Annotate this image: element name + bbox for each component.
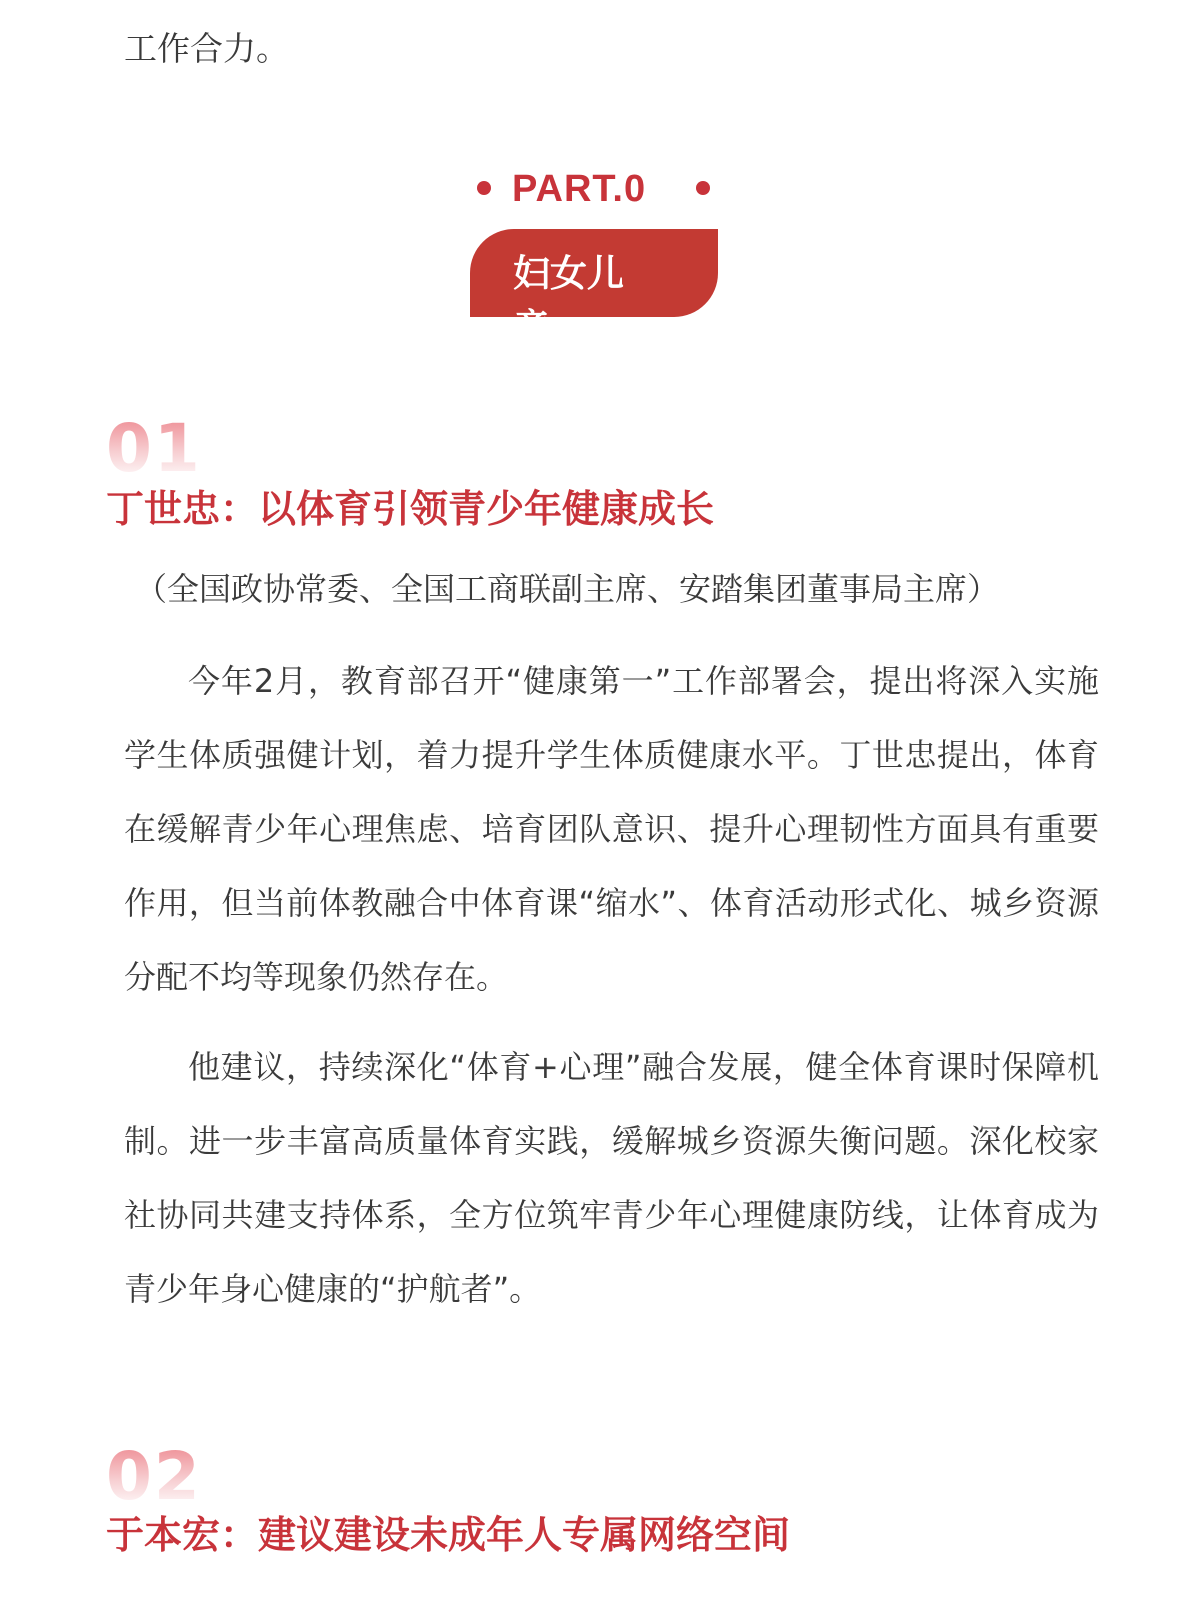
part-category-tab (470, 229, 718, 349)
previous-paragraph-ending: 工作合力。 (124, 29, 289, 68)
speaker-affiliation: （全国政协常委、全国工商联副主席、安踏集团董事局主席） (135, 570, 1000, 608)
section-number: 02 (106, 1438, 202, 1515)
part-category-label: 妇女儿童 (513, 252, 624, 349)
section-title: 丁世忠：以体育引领青少年健康成长 (106, 487, 715, 531)
part-header (470, 160, 730, 220)
body-paragraph: 他建议，持续深化“体育+心理”融合发展，健全体育课时保障机制。进一步丰富高质量体育实践，缓解城乡资源失衡问题。深化校家社协同共建支持体系，全方位筑牢青少年心理健康防线，让体育成为青少年身心健康的“护航者”。 (124, 1048, 1099, 1308)
part-label: PART.0 (512, 168, 647, 210)
dot-icon (477, 181, 491, 195)
dot-icon (696, 181, 710, 195)
body-paragraph: 今年2月，教育部召开“健康第一”工作部署会，提出将深入实施学生体质强健计划，着力提升学生体质健康水平。丁世忠提出，体育在缓解青少年心理焦虑、培育团队意识、提升心理韧性方面具有重要作用，但当前体教融合中体育课“缩水”、体育活动形式化、城乡资源分配不均等现象仍然存在。 (124, 662, 1099, 996)
section-number: 01 (106, 410, 202, 487)
section-title: 于本宏：建议建设未成年人专属网络空间 (106, 1513, 791, 1557)
